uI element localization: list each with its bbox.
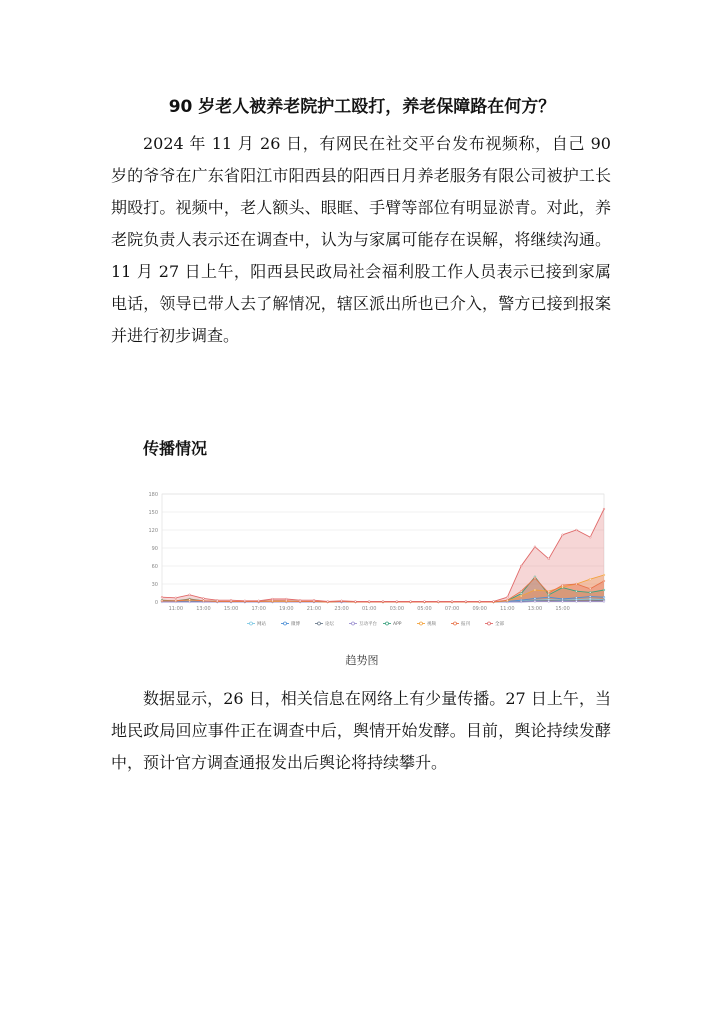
data-point <box>272 598 274 600</box>
x-tick-label: 11:00 <box>500 606 515 612</box>
data-point <box>603 574 605 576</box>
data-point <box>589 536 591 538</box>
data-point <box>534 577 536 579</box>
chart-areas <box>162 509 604 602</box>
data-point <box>354 601 356 603</box>
data-point <box>272 600 274 602</box>
data-point <box>589 588 591 590</box>
data-point <box>327 601 329 603</box>
data-point <box>175 600 177 602</box>
x-tick-label: 19:00 <box>279 606 294 612</box>
data-point <box>493 601 495 603</box>
data-point <box>299 599 301 601</box>
data-point <box>285 598 287 600</box>
data-point <box>534 601 536 603</box>
data-point <box>520 590 522 592</box>
y-tick-label: 120 <box>148 528 158 534</box>
data-point <box>410 601 412 603</box>
data-point <box>244 600 246 602</box>
x-tick-label: 11:00 <box>168 606 184 612</box>
data-point <box>424 601 426 603</box>
data-point <box>603 589 605 591</box>
data-point <box>603 580 605 582</box>
data-point <box>589 578 591 580</box>
data-point <box>258 600 260 602</box>
data-point <box>230 599 232 601</box>
data-point <box>548 601 550 603</box>
trend-chart <box>140 486 610 632</box>
data-point <box>520 565 522 567</box>
x-tick-label: 21:00 <box>306 606 322 612</box>
data-point <box>562 584 564 586</box>
x-tick-label: 03:00 <box>389 606 405 612</box>
data-point <box>534 598 536 600</box>
legend-label: 论坛 <box>325 622 334 627</box>
legend-label: 互动平台 <box>359 622 377 627</box>
data-point <box>285 600 287 602</box>
data-point <box>589 596 591 598</box>
data-point <box>575 590 577 592</box>
data-point <box>451 601 453 603</box>
data-point <box>203 600 205 602</box>
legend-label: APP <box>393 622 402 627</box>
data-point <box>161 600 163 602</box>
legend-label: 全部 <box>495 622 504 627</box>
data-point <box>382 601 384 603</box>
data-point <box>603 601 605 603</box>
x-tick-label: 07:00 <box>444 606 460 612</box>
data-point <box>603 596 605 598</box>
legend-label: 微博 <box>291 622 300 627</box>
x-tick-label: 23:00 <box>334 606 349 612</box>
series-area-7 <box>162 509 604 602</box>
body-paragraph-1: 2024 年 11 月 26 日，有网民在社交平台发布视频称，自己 90 岁的爷爷在广东省阳江市阳西县的阳西日月养老服务有限公司被护工长期殴打。视频中，老人额头、眼眶、手臂等部位有明显淤青。对此，养老院负责人表示还在调查中，认为与家属可能存在误解，将继续沟通。11 月 27 日上午，阳西县民政局社会福利股工作人员表示已接到家属电话，领导已带人去了解情况，辖区派出所也已介入，警方已接到报案并进行初步调查。 <box>111 134 611 345</box>
data-point <box>548 592 550 594</box>
x-tick-label: 17:00 <box>251 606 266 612</box>
legend-item[interactable] <box>281 620 300 627</box>
data-point <box>575 597 577 599</box>
legend-item[interactable] <box>417 620 436 627</box>
data-point <box>465 601 467 603</box>
y-tick-label: 0 <box>154 600 158 606</box>
data-point <box>341 600 343 602</box>
y-tick-label: 30 <box>151 582 158 588</box>
x-tick-label: 01:00 <box>361 606 377 612</box>
data-point <box>562 534 564 536</box>
data-point <box>562 601 564 603</box>
page-title: 90 岁老人被养老院护工殴打，养老保障路在何方？ <box>168 97 556 117</box>
section-heading: 传播情况 <box>143 439 208 458</box>
x-tick-label: 15:00 <box>223 606 239 612</box>
x-tick-label: 15:00 <box>555 606 570 612</box>
data-point <box>589 592 591 594</box>
legend-item[interactable] <box>485 620 504 627</box>
data-point <box>548 596 550 598</box>
data-point <box>520 595 522 597</box>
data-point <box>603 508 605 510</box>
data-point <box>216 599 218 601</box>
legend-item[interactable] <box>315 620 334 627</box>
data-point <box>189 599 191 601</box>
data-point <box>575 583 577 585</box>
data-point <box>534 546 536 548</box>
data-point <box>175 597 177 599</box>
y-tick-label: 180 <box>148 492 158 498</box>
legend-label: 视频 <box>427 622 436 627</box>
x-tick-label: 13:00 <box>196 606 211 612</box>
y-tick-label: 150 <box>148 510 158 516</box>
data-point <box>520 601 522 603</box>
legend-item[interactable] <box>451 620 470 627</box>
data-point <box>189 601 191 603</box>
chart-caption: 趋势图 <box>345 654 379 667</box>
data-point <box>562 598 564 600</box>
chart-legend <box>247 620 504 627</box>
chart-axes <box>148 492 569 612</box>
data-point <box>368 601 370 603</box>
legend-label: 网站 <box>257 622 266 627</box>
data-point <box>437 601 439 603</box>
data-point <box>506 599 508 601</box>
y-tick-label: 60 <box>151 564 158 570</box>
data-point <box>575 529 577 531</box>
data-point <box>506 596 508 598</box>
body-paragraph-2: 数据显示，26 日，相关信息在网络上有少量传播。27 日上午，当地民政局回应事件正在调查中后，舆情开始发酵。目前，舆论持续发酵中，预计官方调查通报发出后舆论将持续攀升。 <box>111 689 611 772</box>
data-point <box>575 601 577 603</box>
data-point <box>548 594 550 596</box>
data-point <box>203 598 205 600</box>
data-point <box>534 589 536 591</box>
data-point <box>589 598 591 600</box>
data-point <box>161 596 163 598</box>
x-tick-label: 05:00 <box>417 606 432 612</box>
legend-item[interactable] <box>383 621 402 627</box>
legend-item[interactable] <box>349 620 377 627</box>
data-point <box>589 601 591 603</box>
data-point <box>548 558 550 560</box>
data-point <box>562 586 564 588</box>
data-point <box>479 601 481 603</box>
data-point <box>520 593 522 595</box>
legend-item[interactable] <box>247 620 266 627</box>
data-point <box>313 599 315 601</box>
data-point <box>396 601 398 603</box>
legend-label: 报刊 <box>461 622 470 627</box>
x-tick-label: 13:00 <box>527 606 543 612</box>
y-tick-label: 90 <box>151 546 158 552</box>
x-tick-label: 09:00 <box>472 606 487 612</box>
data-point <box>189 594 191 596</box>
